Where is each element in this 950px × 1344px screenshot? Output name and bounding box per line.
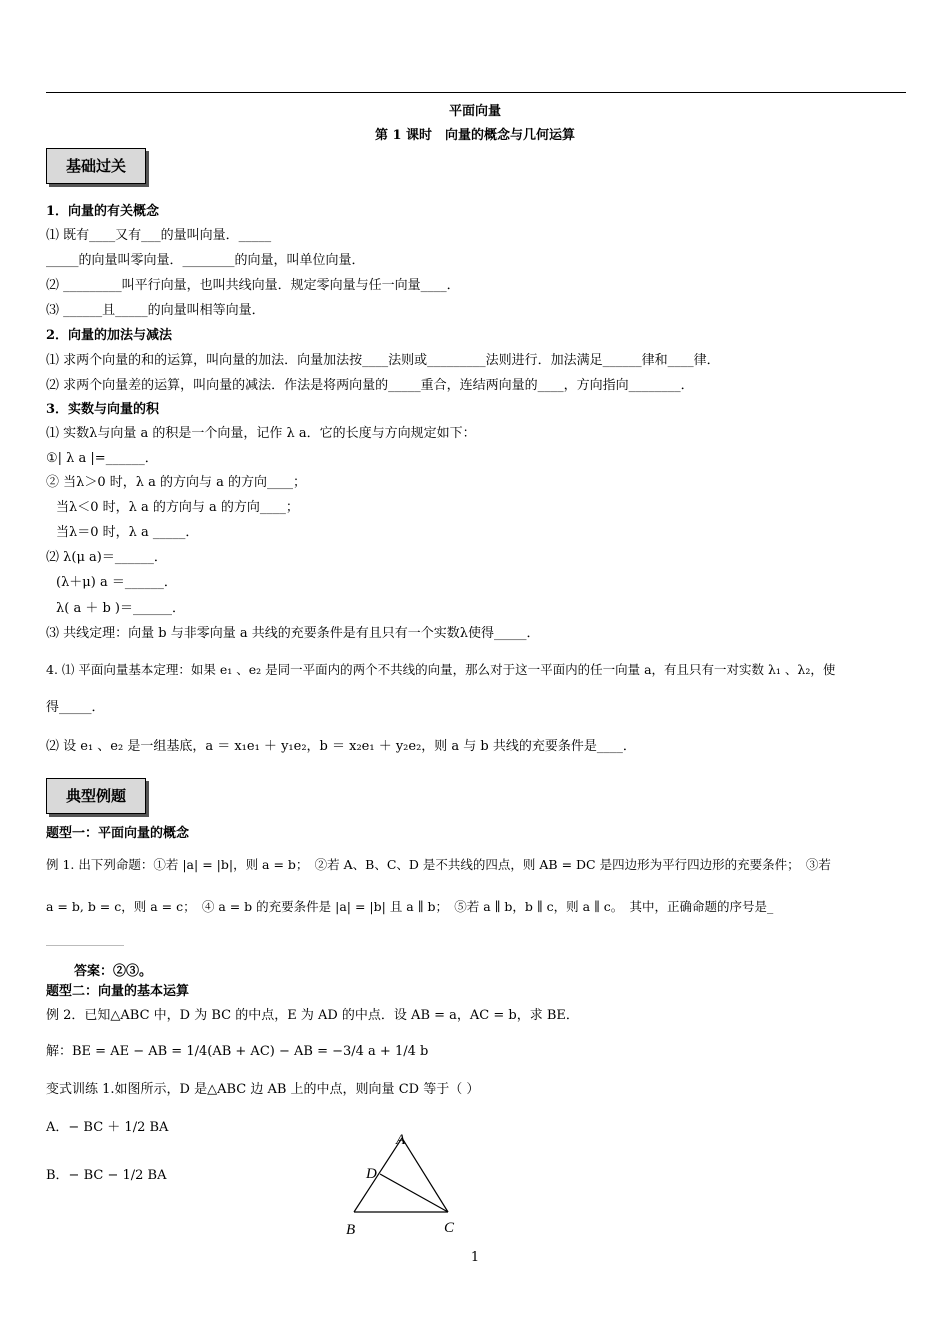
line-3f: ⑵ λ(μ a)＝______． <box>46 550 167 565</box>
label-d: D <box>366 1166 377 1182</box>
option-a: A．− BC ＋ 1/2 BA <box>46 1120 169 1135</box>
label-c: C <box>444 1220 455 1236</box>
option-b: B．− BC − 1/2 BA <box>46 1168 167 1183</box>
label-b: B <box>346 1222 356 1238</box>
line-1b: _____的向量叫零向量．________的向量，叫单位向量． <box>46 253 365 268</box>
line-3d: 当λ＜0 时，λ a 的方向与 a 的方向____； <box>56 500 299 515</box>
line-2a: ⑴ 求两个向量的和的运算，叫向量的加法．向量加法按____法则或_________法则进行．加法满足______律和____律． <box>46 353 720 368</box>
section-basic: 基础过关 <box>46 148 146 184</box>
line-4a: 4. ⑴ 平面向量基本定理：如果 e₁ 、e₂ 是同一平面内的两个不共线的向量，那么对于这一平面内的任一向量 a，有且只有一对实数 λ₁ 、λ₂，使 <box>46 662 836 677</box>
page-number: 1 <box>470 1250 480 1265</box>
heading-2: 2．向量的加法与减法 <box>46 328 173 343</box>
line-1d: ⑶ ______且_____的向量叫相等向量． <box>46 303 265 318</box>
example-1-line-a: 例 1. 出下列命题：①若 |a| = |b|，则 a = b； ②若 A、B、C、D 是不共线的四点，则 AB = DC 是四边形为平行四边形的充要条件； ③若 <box>46 857 831 872</box>
line-3a: ⑴ 实数λ与向量 a 的积是一个向量，记作 λ a．它的长度与方向规定如下： <box>46 426 476 441</box>
line-4b: 得_____． <box>46 700 105 715</box>
type-2-heading: 题型二：向量的基本运算 <box>46 984 190 999</box>
section-examples: 典型例题 <box>46 778 146 814</box>
line-3h: λ( a ＋ b )＝______． <box>56 601 185 616</box>
blank-rule <box>46 945 124 946</box>
line-2b: ⑵ 求两个向量差的运算，叫向量的减法．作法是将两向量的_____重合，连结两向量的____，方向指向________． <box>46 378 694 393</box>
line-1c: ⑵ _________叫平行向量，也叫共线向量．规定零向量与任一向量____． <box>46 278 460 293</box>
lesson-title: 第 1 课时 向量的概念与几何运算 <box>374 128 576 143</box>
line-3c: ② 当λ＞0 时，λ a 的方向与 a 的方向____； <box>46 475 307 490</box>
header-rule <box>46 92 906 93</box>
line-3e: 当λ＝0 时，λ a _____． <box>56 525 199 540</box>
line-3b: ①| λ a |=______． <box>46 451 158 466</box>
line-4c: ⑵ 设 e₁ 、e₂ 是一组基底，a ＝ x₁e₁ ＋ y₁e₂，b ＝ x₂e₁ ＋ y₂e₂，则 a 与 b 共线的充要条件是____． <box>46 739 636 754</box>
line-1a: ⑴ 既有____又有___的量叫向量．_____ <box>46 228 272 243</box>
triangle-figure <box>340 1128 470 1240</box>
variant-1: 变式训练 1.如图所示，D 是△ABC 边 AB 上的中点，则向量 CD 等于（ ） <box>46 1082 480 1097</box>
label-a: A <box>396 1132 406 1148</box>
line-3i: ⑶ 共线定理：向量 b 与非零向量 a 共线的充要条件是有且只有一个实数λ使得_____． <box>46 626 540 641</box>
side-ab <box>354 1138 402 1212</box>
type-1-heading: 题型一：平面向量的概念 <box>46 826 190 841</box>
solution-2: 解：BE = AE − AB = 1/4(AB + AC) − AB = −3/4 a + 1/4 b <box>46 1044 429 1059</box>
example-2: 例 2．已知△ABC 中，D 为 BC 的中点，E 为 AD 的中点．设 AB = a，AC = b，求 BE． <box>46 1008 579 1023</box>
heading-3: 3．实数与向量的积 <box>46 402 160 417</box>
heading-1: 1．向量的有关概念 <box>46 204 160 219</box>
page-title: 平面向量 <box>448 104 501 119</box>
side-ac <box>402 1138 448 1212</box>
answer-1: 答案：②③。 <box>74 964 153 979</box>
segment-cd <box>380 1174 448 1212</box>
line-3g: (λ＋μ) a ＝______． <box>56 575 177 590</box>
example-1-line-b: a = b, b = c，则 a = c； ④ a = b 的充要条件是 |a| = |b| 且 a ∥ b； ⑤若 a ∥ b，b ∥ c，则 a ∥ c。 其中，正确命题的序号是_ <box>46 899 774 914</box>
